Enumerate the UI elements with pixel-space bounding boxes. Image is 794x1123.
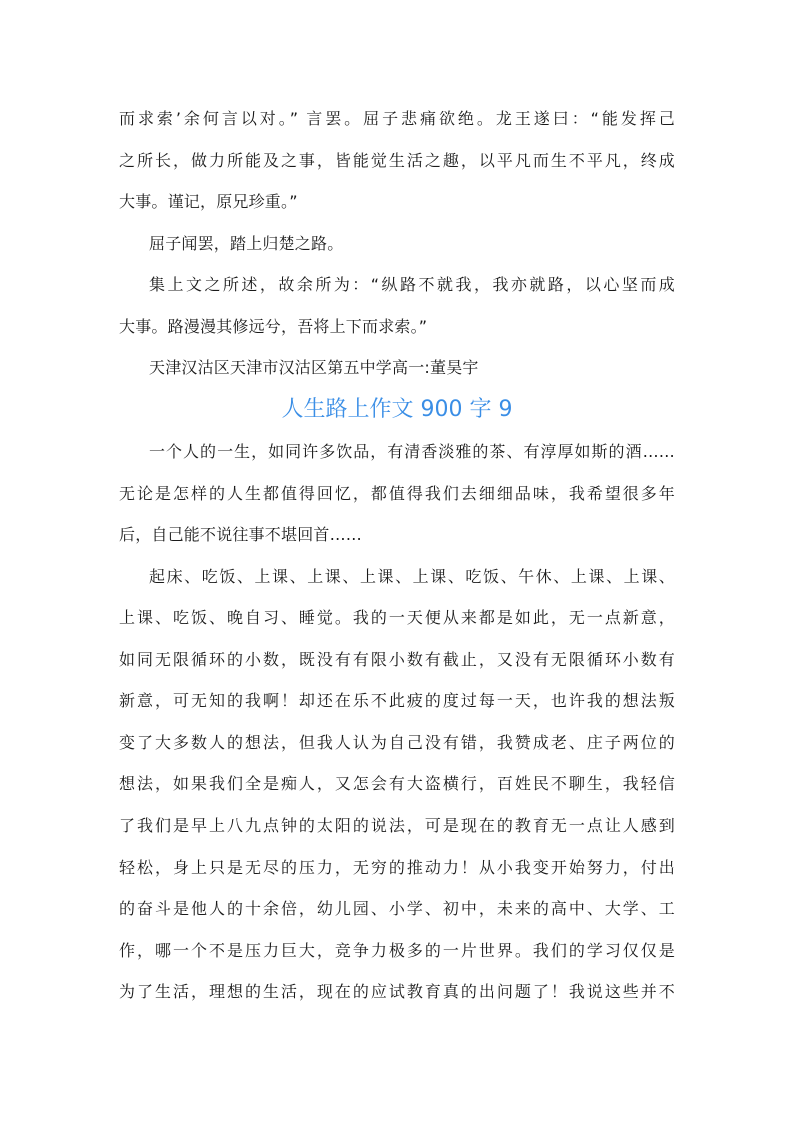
text-line: 大事。谨记，原兄珍重。” xyxy=(119,192,298,211)
text-line: 轻松，身上只是无尽的压力，无穷的推动力！从小我变开始努力，付出 xyxy=(119,858,675,877)
text-line: 集上文之所述，故余所为：“纵路不就我，我亦就路，以心坚而成 xyxy=(149,275,675,294)
author-line: 天津汉沽区天津市汉沽区第五中学高一:董昊宇 xyxy=(149,358,479,377)
text-line: 而求索’余何言以对。” 言罢。屈子悲痛欲绝。龙王遂曰：“能发挥己 xyxy=(119,109,675,128)
text-line: 变了大多数人的想法，但我人认为自己没有错，我赞成老、庄子两位的 xyxy=(119,733,675,752)
paragraph: 屈子闻罢，踏上归楚之路。 xyxy=(149,234,344,253)
text-line: 新意，可无知的我啊！却还在乐不此疲的度过每一天，也许我的想法叛 xyxy=(119,691,675,710)
text-line: 上课、吃饭、晚自习、睡觉。我的一天便从来都是如此，无一点新意， xyxy=(119,608,675,627)
essay-title: 人生路上作文 900 字 9 xyxy=(281,397,513,422)
text-line: 的奋斗是他人的十余倍，幼儿园、小学、初中，未来的高中、大学、工 xyxy=(119,899,675,918)
text-line: 大事。路漫漫其修远兮，吾将上下而求索。” xyxy=(119,317,428,336)
text-line: 如同无限循环的小数，既没有有限小数有截止，又没有无限循环小数有 xyxy=(119,650,675,669)
text-line: 作，哪一个不是压力巨大，竞争力极多的一片世界。我们的学习仅仅是 xyxy=(119,941,675,960)
text-line: 想法，如果我们全是痴人，又怎会有大盗横行，百姓民不聊生，我轻信 xyxy=(119,774,675,793)
text-line: 后，自己能不说往事不堪回首…… xyxy=(119,525,363,544)
text-line: 了我们是早上八九点钟的太阳的说法，可是现在的教育无一点让人感到 xyxy=(119,816,675,835)
text-line: 之所长，做力所能及之事，皆能觉生活之趣，以平凡而生不平凡，终成 xyxy=(119,151,675,170)
text-line: 无论是怎样的人生都值得回忆，都值得我们去细细品味，我希望很多年 xyxy=(119,484,675,503)
text-line: 为了生活，理想的生活，现在的应试教育真的出问题了！我说这些并不 xyxy=(119,982,675,1001)
text-line: 起床、吃饭、上课、上课、上课、上课、吃饭、午休、上课、上课、 xyxy=(149,567,675,586)
text-line: 一个人的一生，如同许多饮品，有清香淡雅的茶、有淳厚如斯的酒…… xyxy=(149,442,675,461)
